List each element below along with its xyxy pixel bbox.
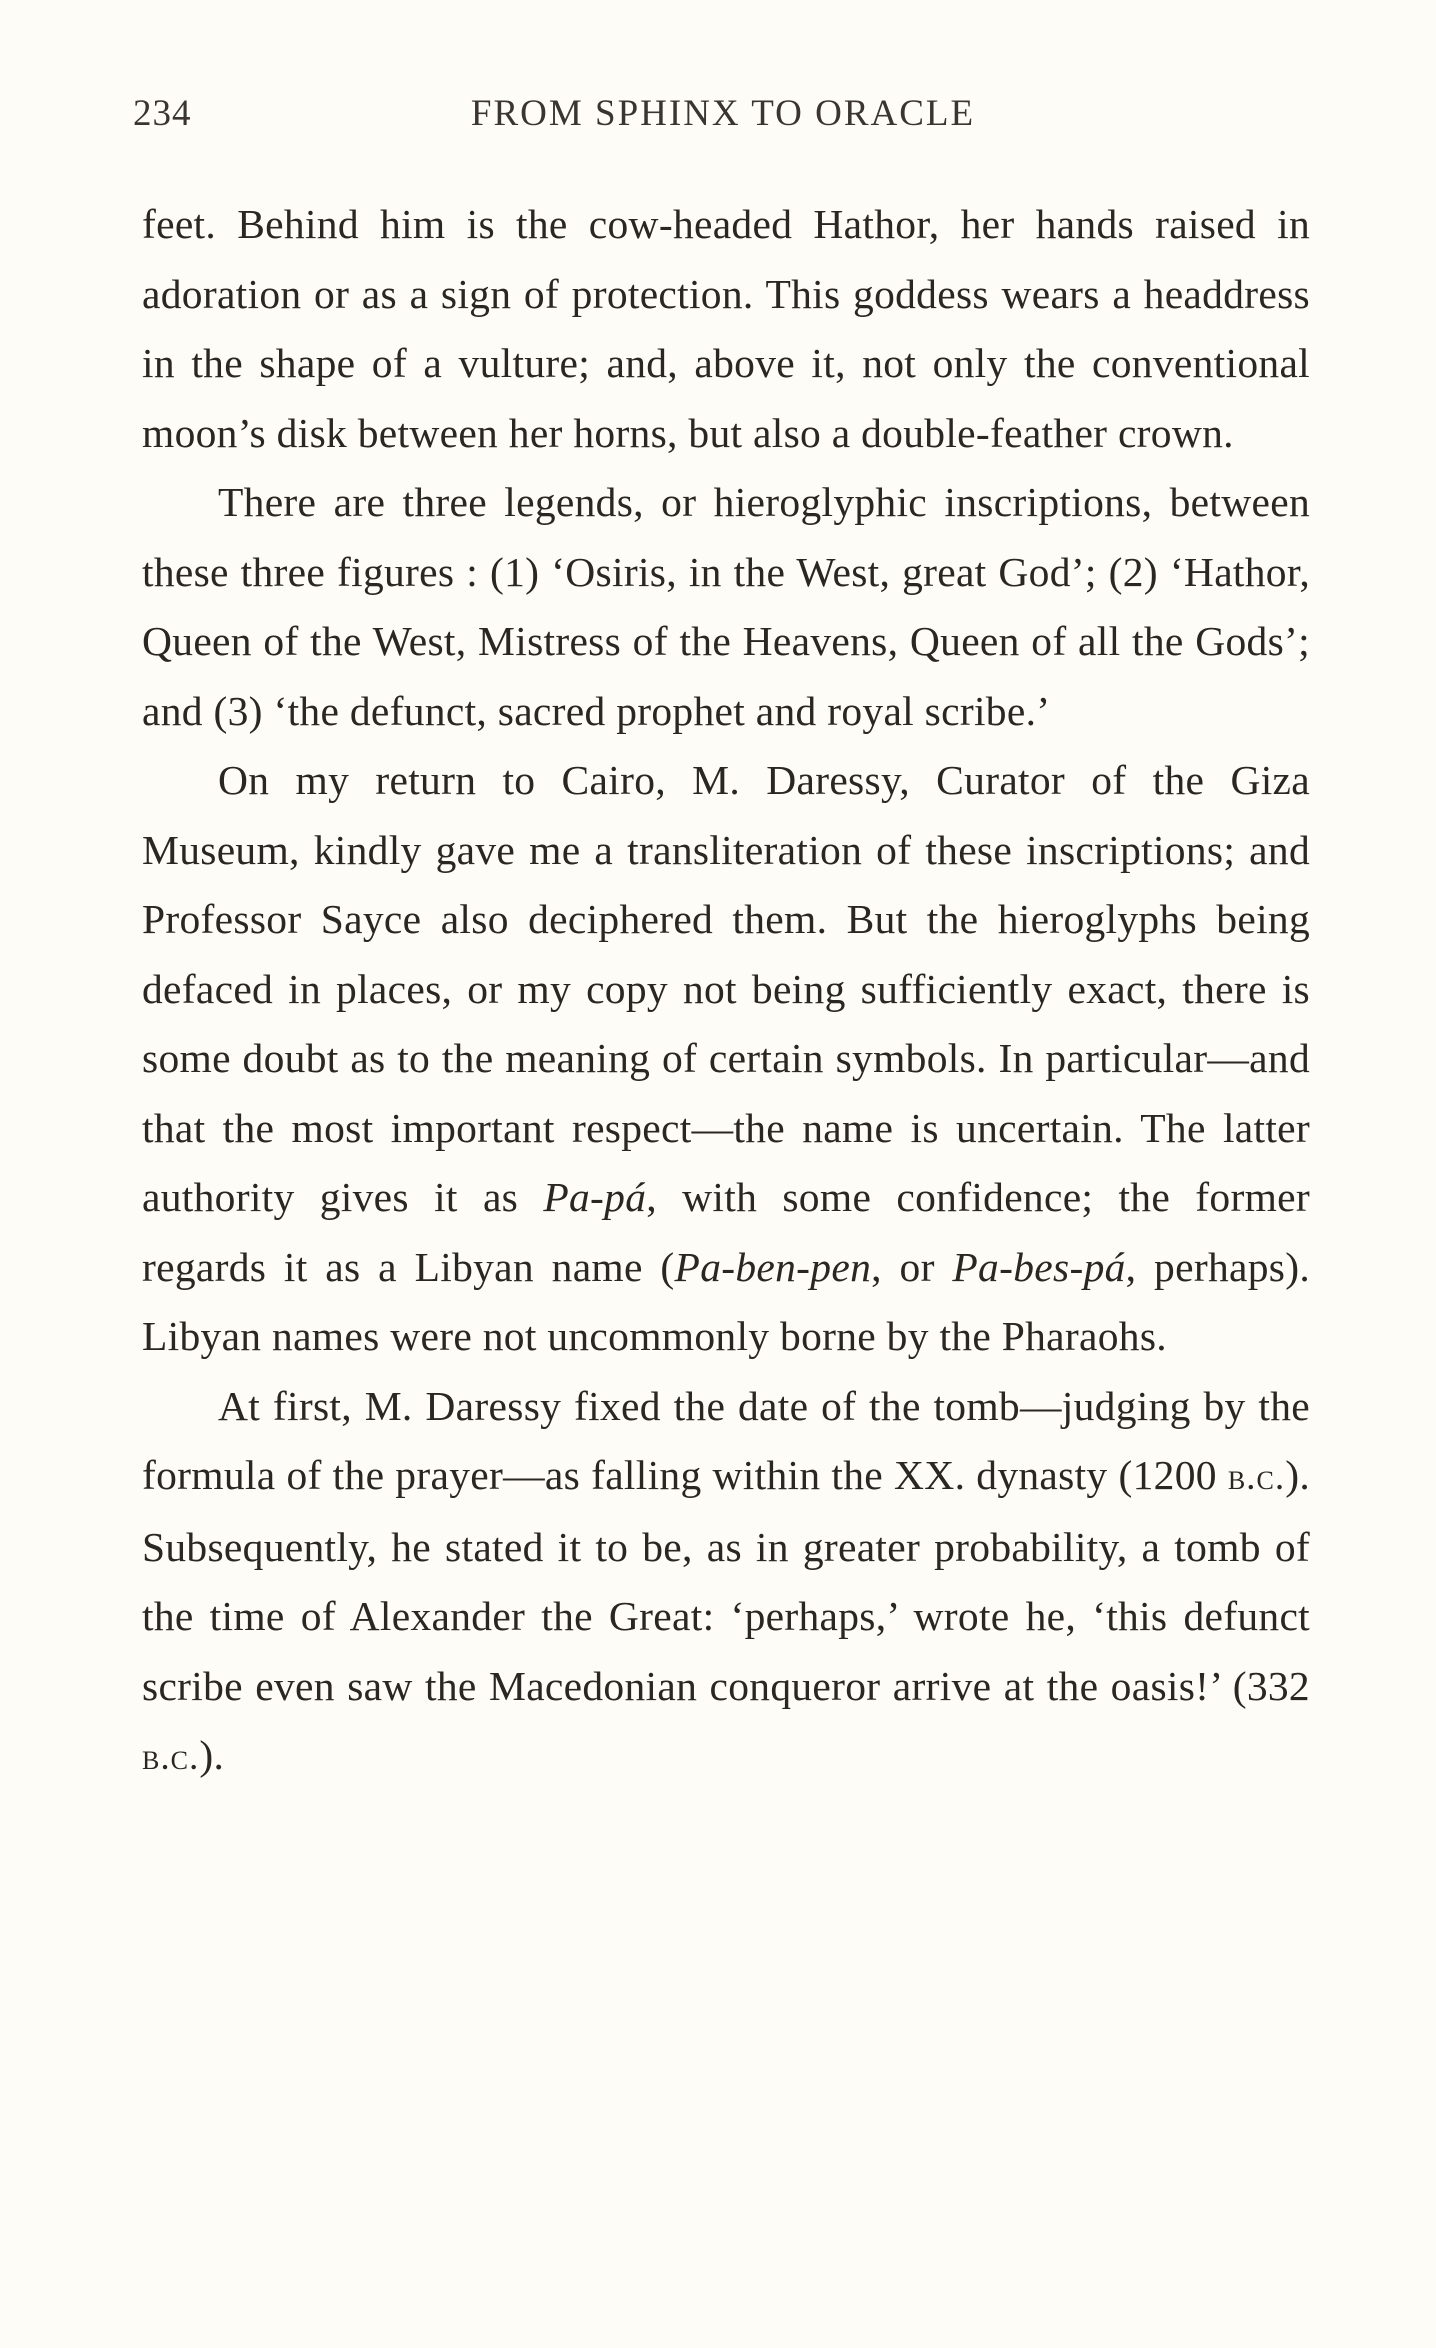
paragraph-4-text-3: ). <box>199 1732 225 1778</box>
page-number: 234 <box>133 93 192 134</box>
name-pa-pa: Pa-pá <box>543 1174 647 1220</box>
paragraph-3-text-3: , or <box>871 1243 953 1290</box>
paragraph-3 <box>142 746 1310 1372</box>
running-head <box>133 92 1313 142</box>
paragraph-1: feet. Behind him is the cow-headed Hathor, her hands raised in adoration or as a sign of protection. This goddess wears a headdress in the shape of a vulture; and, above it, not only the conventional moon’s disk between her horns, but also a double-feather crown. <box>142 201 1310 456</box>
name-pa-bes-pa: Pa-bes-pá <box>952 1243 1126 1290</box>
paragraph-2: There are three legends, or hieroglyphic inscriptions, between these three figures : (1) ‘Osiris, in the West, great God’; (2) ‘Hathor, Queen of the West, Mistress of the Heavens, Queen of all the Gods’; and (3) ‘the defunct, sacred prophet and royal scribe.’ <box>142 479 1310 734</box>
running-title: FROM SPHINX TO ORACLE <box>470 93 976 134</box>
paragraph-4 <box>142 1372 1310 1793</box>
era-abbreviation: b.c. <box>1227 1457 1286 1498</box>
paragraph-4-text-1: At first, M. Daressy fixed the date of the tomb—judging by the formula of the prayer—as falling within the XX. dynasty (1200 <box>142 1382 1310 1498</box>
paragraph-3-text-2: , with some confidence; the former regards it as a Libyan name ( <box>142 1174 1310 1290</box>
paragraph-3-text-4: , perhaps). Libyan names were not uncommonly borne by the Pharaohs. <box>142 1243 1311 1359</box>
body-text <box>142 190 1310 1793</box>
era-abbreviation: b.c. <box>142 1737 200 1778</box>
paragraph-4-text-2: ). Subsequently, he stated it to be, as in greater probability, a tomb of the time of Alexander the Great: ‘perhaps,’ wrote he, ‘this defunct scribe even saw the Macedonian conqueror arrive at the oasis!’ (332 <box>142 1452 1310 1709</box>
paragraph-3-text-1: On my return to Cairo, M. Daressy, Curator of the Giza Museum, kindly gave me a transliteration of these inscriptions; and Professor Sayce also deciphered them. But the hieroglyphs being defaced in places, or my copy not being sufficiently exact, there is some doubt as to the meaning of certain symbols. In particular—and that the most important respect—the name is uncertain. The latter authority gives it as <box>142 757 1310 1220</box>
name-pa-ben-pen: Pa-ben-pen <box>674 1243 872 1290</box>
